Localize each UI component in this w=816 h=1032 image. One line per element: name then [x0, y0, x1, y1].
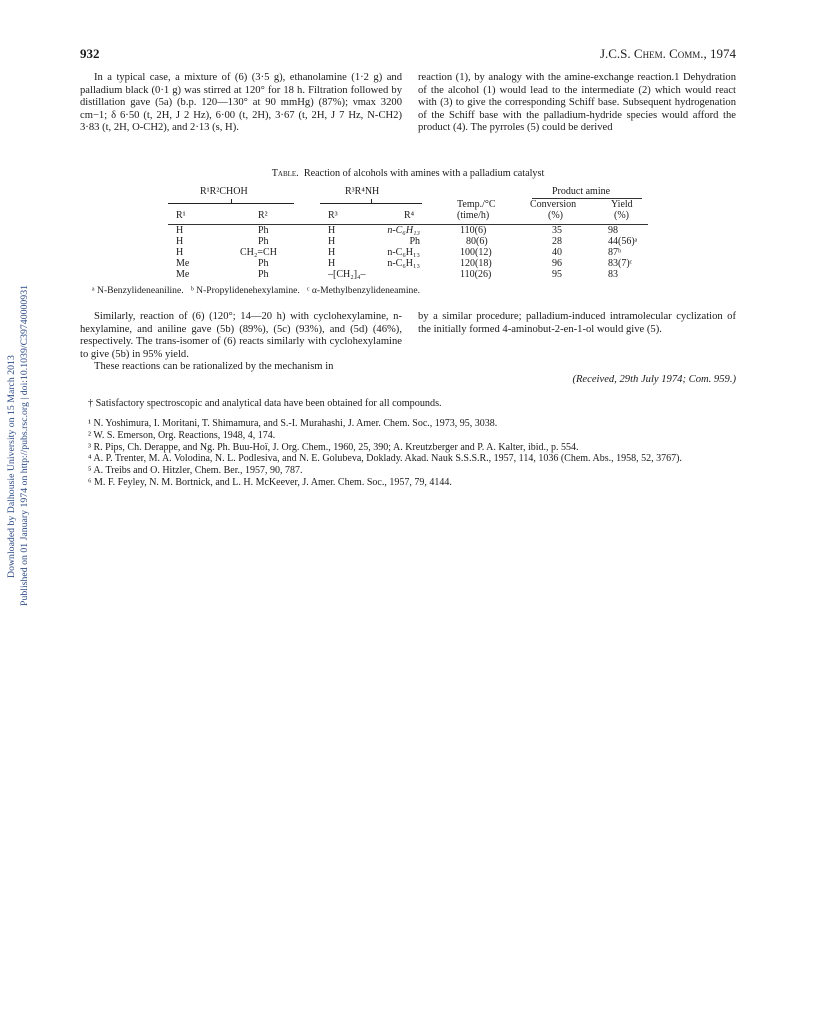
table-cell: 28 [552, 236, 562, 247]
table-header-cell: Conversion [530, 199, 577, 210]
reference-item: ² W. S. Emerson, Org. Reactions, 1948, 4, 174. [88, 429, 276, 441]
table-cell: Ph [409, 236, 420, 247]
table-cell: 120(18) [460, 258, 492, 269]
table-header-cell: R³ [328, 210, 338, 221]
table-header-cell: (%) [548, 210, 563, 221]
received-date: (Received, 29th July 1974; Com. 959.) [572, 374, 736, 385]
table-cell: 110(26) [460, 269, 492, 280]
table-header-cell: R⁴ [404, 210, 415, 221]
table-cell: 95 [552, 269, 562, 280]
table-group-header: R³R⁴NH [345, 186, 380, 197]
paragraph: In a typical case, a mixture of (6) (3·5 g), ethanolamine (1·2 g) and palladium black (0·1 g) was stirred at 120° for 18 h. Filtration followed by distillation gave (5a) (b.p. 120—130° at 90 mmHg) (87%); νmax 3200 cm−1; δ 6·50 (t, 2H, J 2 Hz), 6·00 (t, 2H), 3·67 (t, 2H, J 7 Hz, N-CH2) 3·83 (t, 2H, O-CH2), and 2·13 (s, H). [80, 72, 402, 134]
table-cell: n-C₆H₁₃ [387, 225, 420, 236]
table-cell: Me [176, 258, 190, 269]
table-cell: n-C₆H₁₃ [387, 247, 420, 258]
table-group-brace [168, 203, 294, 210]
table-cell: 83 [608, 269, 618, 280]
table-cell: Ph [258, 236, 269, 247]
reference-item: ⁴ A. P. Trenter, M. A. Volodina, N. L. Podlesiva, and N. E. Golubeva, Doklady. Akad. Nauk S.S.S.R., 1957, 114, 1036 (Chem. Abs., 1958, 52, 3767). [88, 453, 682, 465]
paragraph: These reactions can be rationalized by the mechanism in [94, 361, 334, 373]
table-cell: 96 [552, 258, 562, 269]
reference-item: ⁵ A. Treibs and O. Hitzler, Chem. Ber., 1957, 90, 787. [88, 465, 303, 477]
table-header-cell: R¹ [176, 210, 186, 221]
reference-item: ³ R. Pips, Ch. Derappe, and Ng. Ph. Buu-Hoï, J. Org. Chem., 1960, 25, 390; A. Kreutzberger and P. A. Kalter, ibid., p. 554. [88, 441, 579, 453]
page-number: 932 [80, 46, 100, 61]
reference-item: ⁶ M. F. Feyley, N. M. Bortnick, and L. H. McKeever, J. Amer. Chem. Soc., 1957, 79, 4144. [88, 476, 452, 488]
table-cell: H [328, 236, 336, 247]
journal-title: J.C.S. Chem. Comm., 1974 [599, 46, 736, 61]
references-list [80, 418, 736, 489]
dagger-footnote: † Satisfactory spectroscopic and analytical data have been obtained for all compounds. [88, 398, 442, 409]
body-column-right-mid [418, 311, 736, 336]
table-header-cell: (time/h) [457, 210, 490, 221]
table-caption-label: Table. [271, 168, 299, 179]
paragraph: by a similar procedure; palladium-induced intramolecular cyclization of the initially formed 4-aminobut-2-en-1-ol would give (5). [418, 311, 736, 335]
table-footnotes: ᵃ N-Benzylideneaniline. ᵇ N-Propylidenehexylamine. ᶜ α-Methylbenzylideneamine. [92, 285, 420, 296]
margin-download-notice: Downloaded by Dalhousie University on 15 March 2013 [6, 355, 17, 578]
table-header-cell: Temp./°C [457, 199, 496, 210]
table-header-cell: (%) [614, 210, 629, 221]
table-cell: H [328, 247, 336, 258]
table-cell: H [176, 247, 184, 258]
table-cell: 98 [608, 225, 618, 236]
table-cell: n-C₆H₁₃ [387, 258, 420, 269]
table-group-brace [320, 203, 422, 210]
body-column-left-mid [80, 311, 402, 374]
table-caption-text: Reaction of alcohols with amines with a palladium catalyst [303, 168, 545, 179]
table-cell: 87ᵇ [608, 247, 622, 258]
paragraph: Similarly, reaction of (6) (120°; 14—20 h) with cyclohexylamine, n-hexylamine, and aniline gave (5b) (89%), (5c) (93%), and (5d) (46%), respectively. The trans-isomer of (6) reacts similarly with cyclohexylamine to give (5b) in 95% yield. [80, 311, 402, 360]
table-cell: 40 [552, 247, 562, 258]
table-cell: CH₂=CH [240, 247, 277, 258]
table-cell: H [328, 258, 336, 269]
table-cell: H [176, 236, 184, 247]
table-cell: 110(6) [460, 225, 487, 236]
table-cell: 44(56)ᵃ [608, 236, 638, 247]
table-cell: 100(12) [460, 247, 492, 258]
table-cell: H [328, 225, 336, 236]
margin-doi-link[interactable]: Published on 01 January 1974 on http://pubs.rsc.org | doi:10.1039/C39740000931 [19, 285, 30, 606]
table-group-header: Product amine [552, 186, 611, 197]
table-cell: 83(7)ᶜ [608, 258, 633, 269]
table-group-header: R¹R²CHOH [200, 186, 248, 197]
table-cell: 35 [552, 225, 562, 236]
table-cell: Me [176, 269, 190, 280]
table-cell: 80(6) [466, 236, 488, 247]
table-cell: H [176, 225, 184, 236]
paragraph: reaction (1), by analogy with the amine-exchange reaction.1 Dehydration of the alcohol (1) would lead to the intermediate (2) which would react with (3) to give the corresponding Schiff base. Subsequent hydrogenation of the Schiff base with the palladium-hydride species would afford the product (4). The pyrroles (5) could be derived [418, 72, 736, 134]
table-cell: Ph [258, 225, 269, 236]
table-cell: Ph [258, 269, 269, 280]
reference-item: ¹ N. Yoshimura, I. Moritani, T. Shimamura, and S.-I. Murahashi, J. Amer. Chem. Soc., 1973, 95, 3038. [88, 418, 498, 429]
table-header-cell: Yield [611, 199, 633, 210]
table-cell: Ph [258, 258, 269, 269]
table-cell: –[CH₂]₄– [328, 269, 366, 280]
data-table [0, 0, 816, 300]
table-header-cell: R² [258, 210, 268, 221]
